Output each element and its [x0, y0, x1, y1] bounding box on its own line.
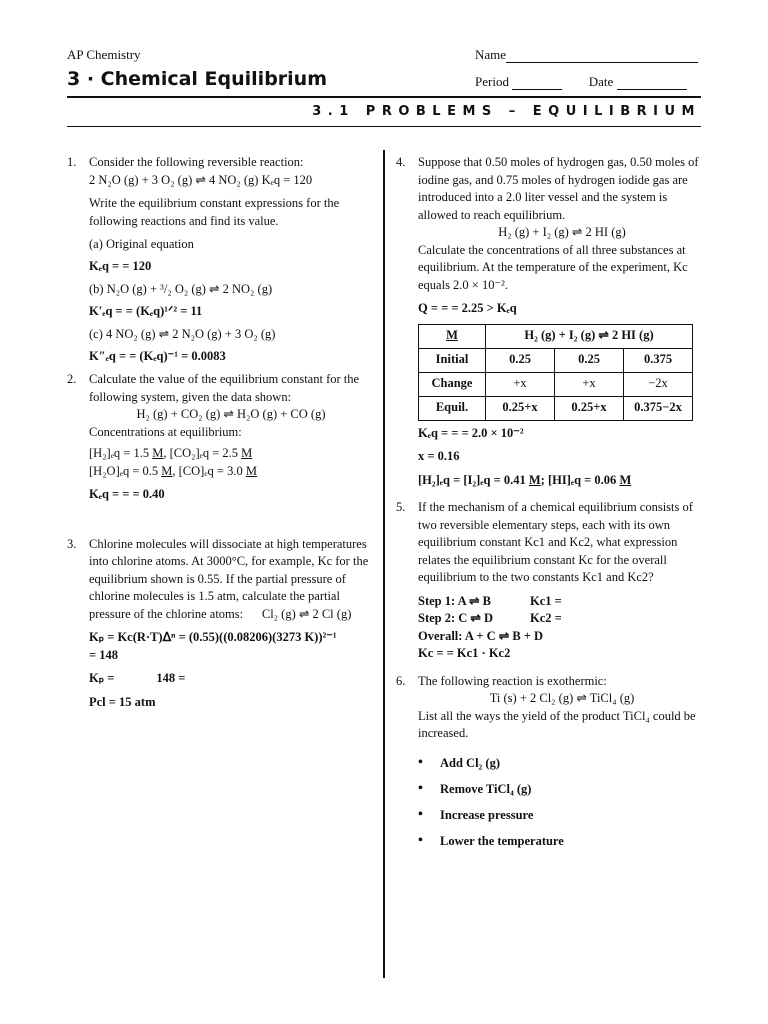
part-a-answer: Kₑq = = 120 [89, 258, 152, 273]
table-row: Equil. 0.25+x 0.25+x 0.375−2x [419, 396, 693, 420]
instruction-text: Write the equilibrium constant expressions for the following reactions and find its value. [89, 196, 340, 228]
question-text: The following reaction is exothermic: [418, 673, 607, 688]
reaction-equation: Ti (s) + 2 Cl₂ (g) ⇌ TiCl₄ (g) [489, 691, 635, 705]
ice-table [418, 324, 693, 421]
list-item: • Remove TiCl₄ (g) [418, 779, 706, 805]
answer-kp-relation: Kₚ = 148 = [89, 671, 186, 685]
part-b-label: (b) N₂O (g) + ³/₂ O₂ (g) ⇌ 2 NO₂ (g) [89, 282, 273, 296]
step-1: Step 1: A ⇌ B Kc1 = [418, 593, 562, 608]
list-item: • Add Cl₂ (g) [418, 753, 706, 779]
overall-reaction: Overall: A + C ⇌ B + D [418, 628, 544, 643]
answer-keq: Kₑq = = = 2.0 × 10⁻² [418, 425, 524, 440]
yield-list [396, 753, 706, 857]
period-label: Period [475, 74, 509, 89]
part-b-answer: K′ₑq = = (Kₑq)¹ᐟ² = 11 [89, 303, 203, 318]
date-blank [617, 89, 687, 90]
period-blank [512, 89, 562, 90]
list-item: • Increase pressure [418, 805, 706, 831]
answer-pressure: Pcl = 15 atm [89, 694, 156, 709]
name-blank [506, 62, 698, 63]
answer-kp-expression: Kₚ = Kc(R·T)ᐃⁿ = (0.55)((0.08206)(3273 K))²⁻¹ [89, 630, 337, 644]
column-divider [383, 150, 385, 978]
question-number: 6. [396, 673, 406, 688]
name-label: Name [475, 47, 507, 62]
header-rule [67, 96, 701, 98]
question-text: Consider the following reversible reaction: [89, 155, 304, 169]
period-date-field [475, 74, 687, 90]
course-label: AP Chemistry [67, 47, 141, 62]
concentration-label: Concentrations at equilibrium: [89, 424, 242, 439]
part-c-label: (c) 4 NO₂ (g) ⇌ 2 N₂O (g) + 3 O₂ (g) [89, 327, 276, 341]
question-number: 3. [67, 536, 77, 551]
table-row: Change +x +x −2x [419, 372, 693, 396]
question-4-answers [396, 421, 706, 490]
concentration-line-1: [H₂]ₑq = 1.5 M, [CO₂]ₑq = 2.5 M [89, 446, 253, 460]
answer-concentrations: [H₂]ₑq = [I₂]ₑq = 0.41 M; [HI]ₑq = 0.06 M [418, 472, 632, 487]
question-text: If the mechanism of a chemical equilibrium consists of two reversible elementary steps, each with its own equilibrium constant Kc1 and Kc2, what expression relates the equilibrium constant Kc for the overall equilibrium to the two constants Kc1 and Kc2? [418, 500, 693, 584]
overall-kc: Kc = = Kc1 · Kc2 [418, 646, 511, 660]
question-text: Suppose that 0.50 moles of hydrogen gas, 0.50 moles of iodine gas, and 0.75 moles of hydrogen iodide gas are introduced into a 2.0 liter vessel and the system is allowed to reach equilibrium. [418, 155, 699, 222]
list-item: • Lower the temperature [418, 831, 706, 857]
part-c-answer: K″ₑq = = (Kₑq)⁻¹ = 0.0083 [89, 348, 226, 363]
question-4 [396, 154, 706, 324]
question-6 [396, 673, 706, 753]
question-number: 5. [396, 500, 406, 514]
reaction-equation: H₂ (g) + CO₂ (g) ⇌ H₂O (g) + CO (g) [136, 407, 326, 421]
question-text-2: Calculate the concentrations of all three substances at equilibrium. At the temperature of the experiment, Kc equals 2.0 × 10⁻². [418, 242, 688, 292]
answer-kp-value: = 148 [89, 647, 118, 662]
question-number: 4. [396, 155, 406, 169]
question-text: Calculate the value of the equilibrium constant for the following system, given the data shown: [89, 372, 360, 404]
name-field [475, 47, 698, 63]
reaction-quotient: Q = = = 2.25 > Kₑq [418, 301, 517, 315]
answer-x: x = 0.16 [418, 449, 460, 463]
table-header-cell: M [419, 324, 486, 348]
question-3 [67, 536, 373, 712]
answer: Kₑq = = = 0.40 [89, 487, 165, 501]
question-1 [67, 154, 373, 365]
step-2: Step 2: C ⇌ D Kc2 = [418, 611, 562, 625]
question-text: Chlorine molecules will dissociate at high temperatures into chlorine atoms. At 3000°C, for example, Kc for the equilibrium shown is 0.55. If the partial pressure of chlorine molecules is 1.5 atm, calculate the partial pressure of the chlorine atoms: Cl₂ (g) ⇌ 2 Cl (g) [89, 536, 369, 621]
section-rule [67, 126, 701, 127]
question-2 [67, 371, 373, 504]
question-number: 2. [67, 372, 77, 386]
question-number: 1. [67, 155, 77, 169]
left-column [67, 154, 373, 711]
section-heading: 3.1 PROBLEMS – EQUILIBRIUM [312, 104, 701, 119]
page-title: 3 · Chemical Equilibrium [67, 68, 327, 90]
question-text-2: List all the ways the yield of the product TiCl₄ could be increased. [418, 708, 696, 740]
question-5 [396, 499, 706, 663]
table-header-cell: H₂ (g) + I₂ (g) ⇌ 2 HI (g) [486, 324, 693, 348]
reaction-equation: H₂ (g) + I₂ (g) ⇌ 2 HI (g) [498, 225, 626, 239]
table-row: Initial 0.25 0.25 0.375 [419, 348, 693, 372]
right-column [396, 154, 706, 857]
part-a-label: (a) Original equation [89, 237, 194, 251]
table-row [419, 324, 693, 348]
reaction-equation: 2 N₂O (g) + 3 O₂ (g) ⇌ 4 NO₂ (g) Kₑq = 120 [89, 172, 313, 187]
concentration-line-2: [H₂O]ₑq = 0.5 M, [CO]ₑq = 3.0 M [89, 463, 257, 478]
date-label: Date [588, 74, 614, 89]
